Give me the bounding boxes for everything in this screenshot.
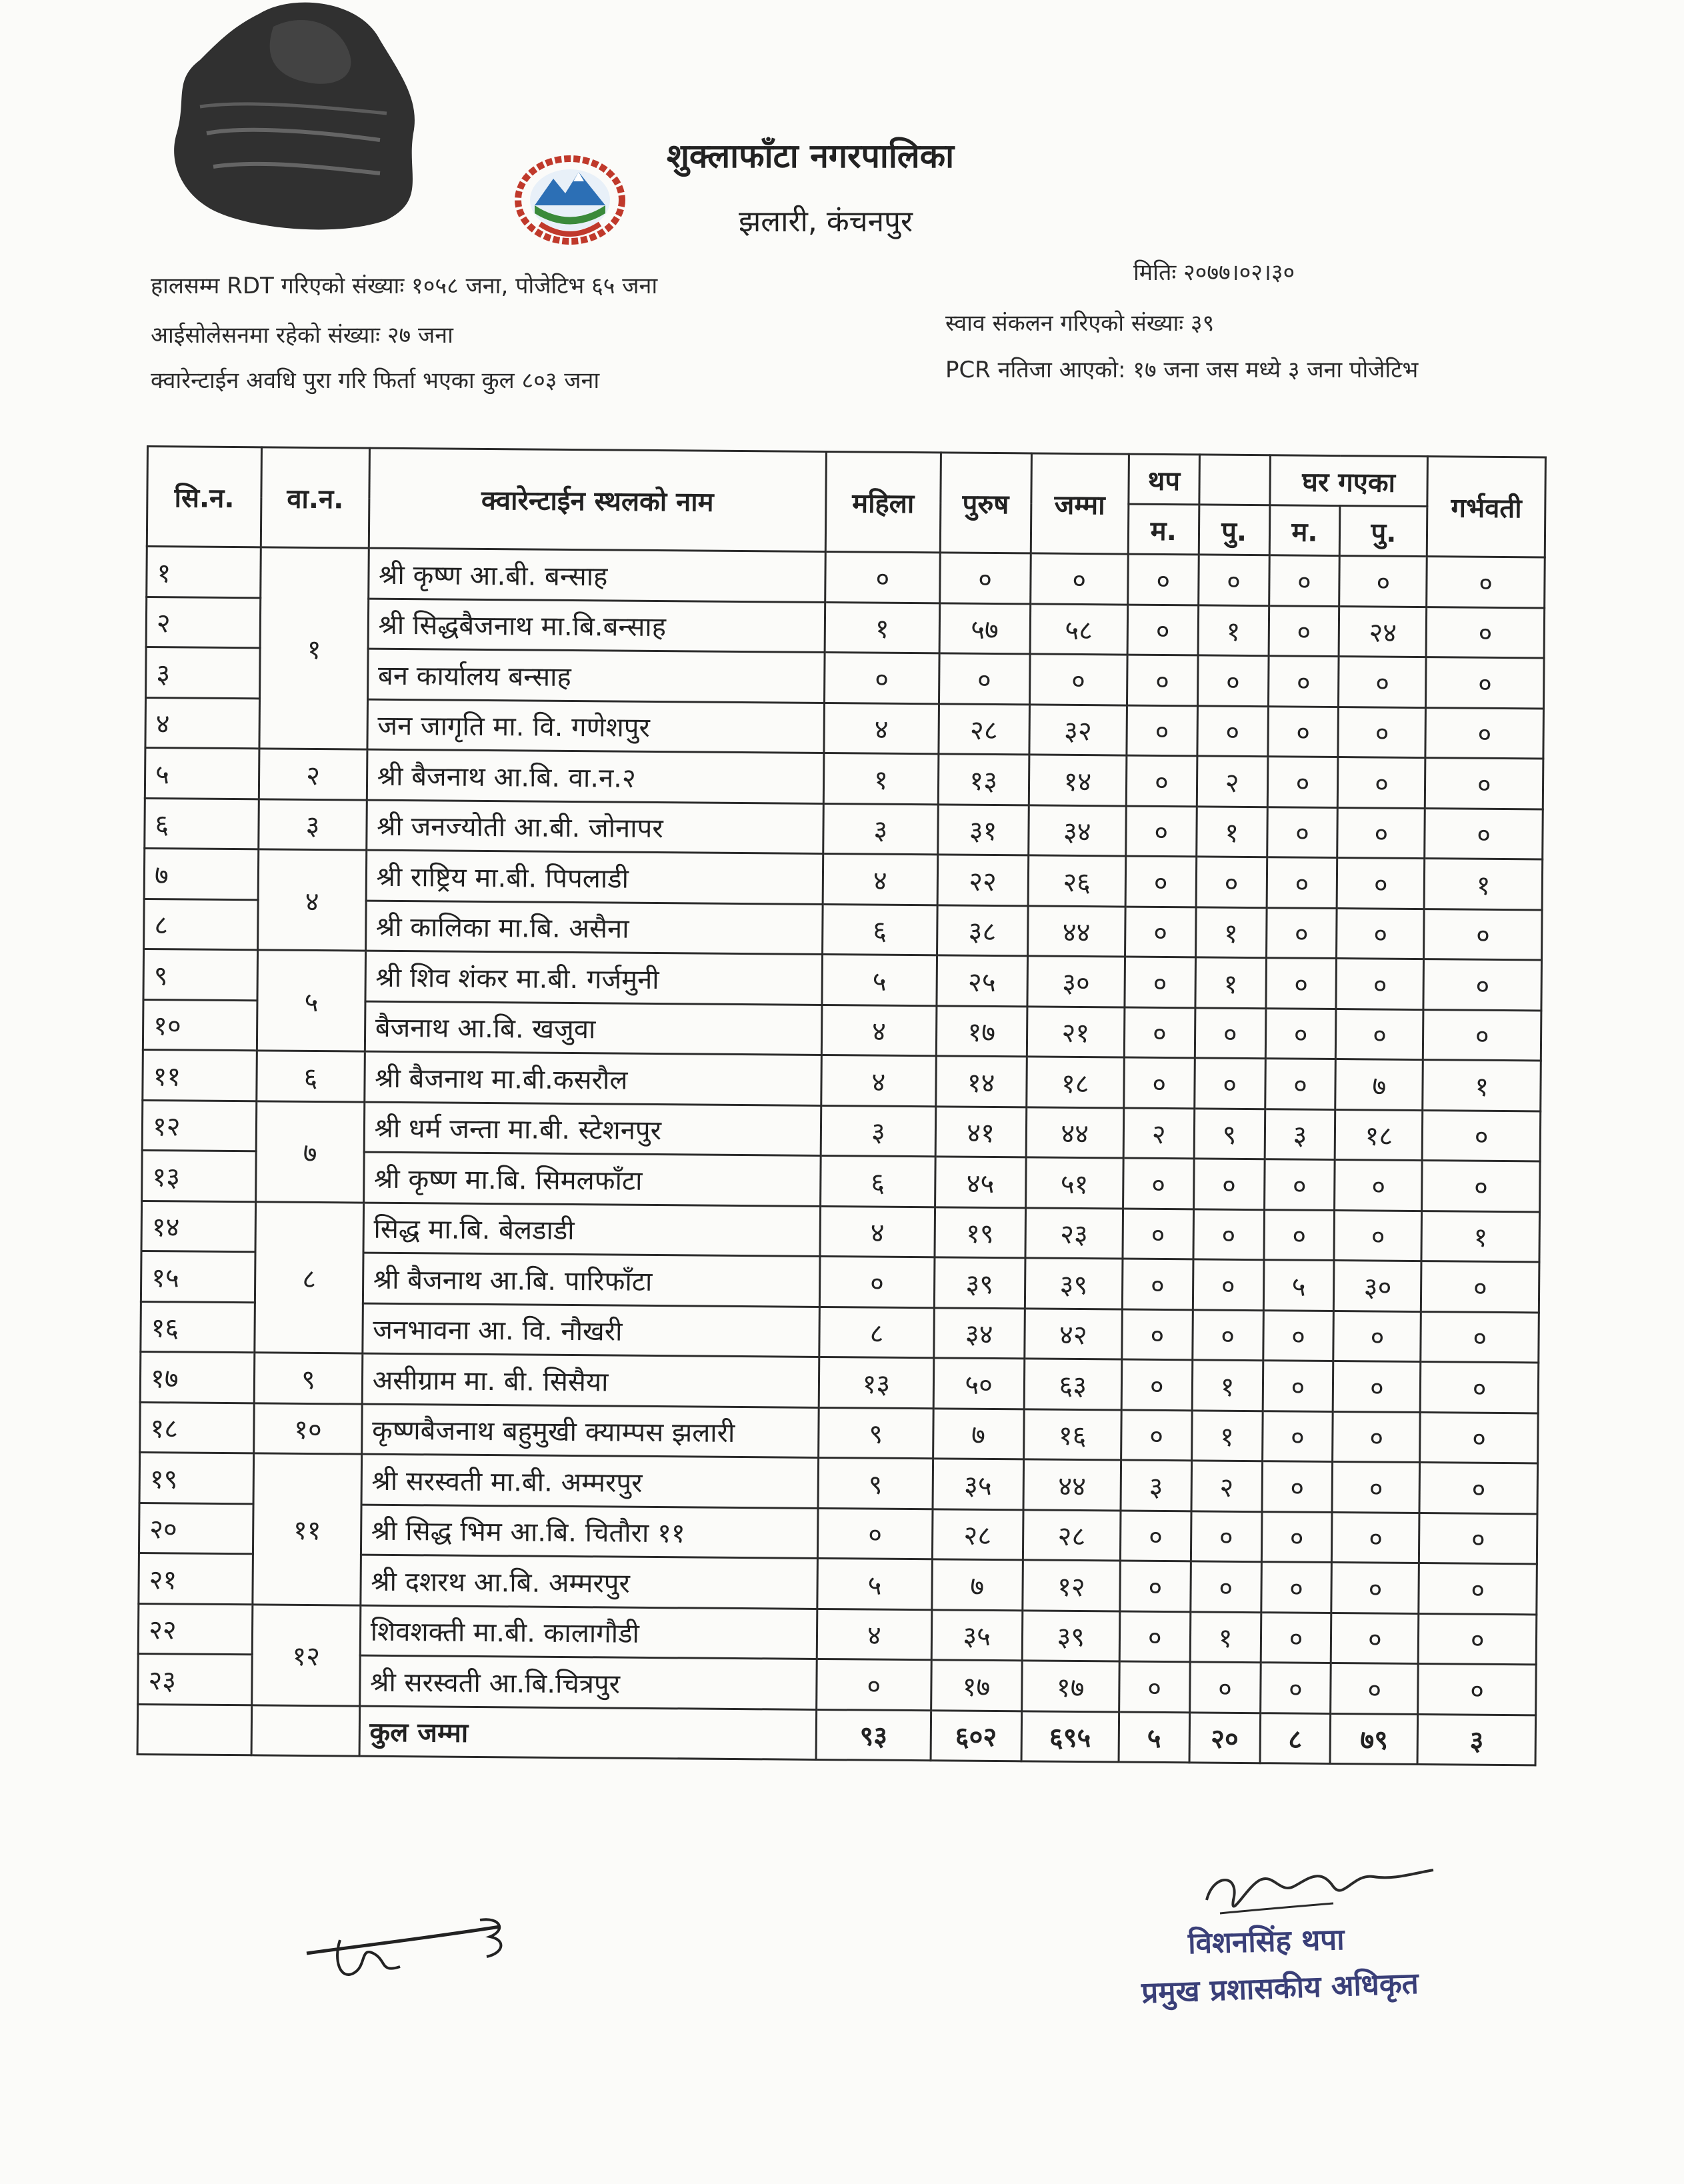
- isolation-count-text: आईसोलेसनमा रहेको संख्याः २७ जना: [151, 322, 453, 349]
- cell-t: २६: [1028, 855, 1126, 907]
- cell-xm: ०: [1197, 705, 1268, 756]
- cell-hf: ३: [1265, 1109, 1335, 1159]
- cell-xf: ०: [1124, 1007, 1195, 1058]
- cell-sn: १६: [141, 1301, 255, 1353]
- cell-xf: ०: [1121, 1359, 1192, 1410]
- cell-xm: ०: [1191, 1561, 1261, 1612]
- cell-name: श्री बैजनाथ आ.बि. वा.न.२: [367, 749, 824, 803]
- cell-xm: ०: [1193, 1209, 1264, 1259]
- cell-hf: ०: [1266, 907, 1337, 958]
- cell-hm: ०: [1335, 1160, 1423, 1211]
- cell-f: ९: [819, 1407, 933, 1459]
- cell-ward: २: [259, 749, 367, 800]
- cell-sn: १: [147, 547, 261, 598]
- cell-f: ४: [817, 1609, 931, 1660]
- cell-name: श्री शिव शंकर मा.बी. गर्जमुनी: [365, 951, 823, 1005]
- cell-xf: ०: [1122, 1309, 1193, 1360]
- cell-xf: ०: [1125, 856, 1196, 907]
- cell-sn: ६: [145, 798, 259, 849]
- cell-sn: ३: [146, 647, 261, 699]
- cell-hf: ०: [1261, 1612, 1331, 1663]
- cell-sn: २०: [139, 1503, 253, 1554]
- cell-hm: ०: [1332, 1512, 1420, 1563]
- cell-name: श्री कालिका मा.बि. असैना: [365, 901, 823, 955]
- cell-p: १: [1423, 1060, 1541, 1111]
- cell-f: ०: [817, 1659, 931, 1710]
- cell-p: ०: [1423, 1110, 1541, 1161]
- cell-hf: ०: [1260, 1663, 1331, 1713]
- cell-p: १: [1421, 1211, 1539, 1262]
- cell-p: ०: [1419, 1613, 1537, 1665]
- cell-sn: ७: [144, 848, 259, 899]
- cell-name: श्री जनज्योती आ.बी. जोनापर: [366, 800, 823, 854]
- cell-hf: ०: [1262, 1461, 1333, 1512]
- cell-hf: ०: [1265, 1059, 1335, 1109]
- cell-xm: १: [1195, 957, 1266, 1008]
- cell-xf: ०: [1127, 705, 1197, 756]
- cell-name: श्री कृष्ण आ.बी. बन्साह: [368, 548, 825, 602]
- cell-p: ०: [1425, 707, 1543, 759]
- cell-sn: २१: [139, 1553, 253, 1604]
- cell-xm: ०: [1196, 857, 1267, 907]
- cell-f: ४: [822, 1005, 937, 1056]
- cell-name: बन कार्यालय बन्साह: [367, 649, 825, 703]
- cell-hm: ०: [1338, 707, 1426, 758]
- cell-f: ८: [819, 1307, 934, 1358]
- cell-hm: ७: [1335, 1059, 1423, 1111]
- header-extra-male: पु.: [1199, 505, 1269, 555]
- cell-t: ३४: [1028, 805, 1126, 856]
- table-row: [142, 1100, 1541, 1161]
- cell-xf: ०: [1120, 1561, 1191, 1611]
- table-row: [141, 1201, 1540, 1262]
- cell-hm: ३०: [1334, 1261, 1422, 1312]
- cell-xm: ०: [1193, 1259, 1263, 1310]
- cell-hf: ०: [1265, 958, 1336, 1009]
- total-xm: २०: [1189, 1712, 1260, 1763]
- page-title: शुक्लाफाँटा नगरपालिका: [667, 137, 955, 175]
- cell-hm: १८: [1335, 1109, 1423, 1161]
- header-home-male: पु.: [1340, 506, 1428, 557]
- total-hm: ७९: [1330, 1713, 1418, 1765]
- cell-name: श्री बैजनाथ मा.बी.कसरौल: [364, 1051, 821, 1105]
- header-pregnant: गर्भवती: [1427, 457, 1546, 557]
- cell-hm: ०: [1334, 1210, 1422, 1261]
- cell-xm: १: [1196, 806, 1267, 857]
- cell-p: ०: [1427, 607, 1545, 658]
- cell-f: ०: [825, 652, 939, 703]
- cell-hm: ०: [1333, 1311, 1421, 1362]
- cell-t: ३९: [1022, 1610, 1120, 1661]
- cell-ward: १२: [252, 1604, 360, 1705]
- total-f: ९३: [816, 1709, 931, 1761]
- cell-p: ०: [1426, 657, 1544, 709]
- cell-p: ०: [1421, 1311, 1539, 1363]
- cell-f: ६: [821, 1155, 935, 1207]
- cell-blank: [137, 1704, 252, 1755]
- cell-m: ३५: [933, 1459, 1024, 1510]
- cell-xf: ०: [1124, 1057, 1195, 1108]
- cell-m: १७: [936, 1005, 1027, 1057]
- cell-xm: ०: [1192, 1309, 1263, 1360]
- cell-sn: ८: [144, 899, 259, 950]
- pcr-result-text: PCR नतिजा आएको: १७ जना जस मध्ये ३ जना पोजेटिभ: [945, 357, 1419, 383]
- office-stamp: [160, 0, 440, 230]
- cell-sn: २२: [138, 1603, 253, 1655]
- cell-name: शिवशक्ती मा.बी. कालागौडी: [360, 1605, 817, 1659]
- total-hf: ८: [1260, 1713, 1331, 1763]
- cell-sn: २: [146, 597, 261, 648]
- cell-m: ४५: [935, 1157, 1026, 1208]
- cell-t: १६: [1023, 1409, 1121, 1460]
- cell-hm: ०: [1331, 1613, 1419, 1664]
- cell-m: ५०: [933, 1358, 1025, 1409]
- cell-p: ०: [1419, 1513, 1537, 1564]
- cell-name: श्री सिद्धबैजनाथ मा.बि.बन्साह: [368, 599, 825, 653]
- header-ward: वा.न.: [261, 447, 369, 548]
- cell-hm: ०: [1337, 858, 1425, 909]
- cell-p: ०: [1425, 758, 1543, 809]
- cell-hf: ०: [1261, 1511, 1332, 1562]
- cell-hf: ०: [1269, 555, 1339, 606]
- cell-hf: ०: [1261, 1562, 1331, 1613]
- cell-ward: १: [259, 547, 369, 749]
- cell-hf: ०: [1267, 857, 1337, 908]
- cell-sn: ५: [145, 747, 259, 799]
- cell-name: सिद्ध मा.बि. बेलडाडी: [363, 1203, 821, 1257]
- cell-xm: ०: [1191, 1511, 1261, 1561]
- table-body: [137, 547, 1545, 1765]
- cell-m: २५: [937, 955, 1028, 1007]
- cell-hf: ०: [1264, 1209, 1335, 1260]
- cell-m: १७: [931, 1660, 1022, 1711]
- cell-m: ५७: [939, 603, 1031, 654]
- cell-name: श्री सरस्वती मा.बी. अम्मरपुर: [361, 1454, 819, 1508]
- cell-f: १३: [819, 1357, 933, 1408]
- cell-blank: [251, 1705, 359, 1756]
- cell-p: ०: [1424, 909, 1542, 960]
- table-row: [144, 848, 1543, 909]
- header-home-female: म.: [1269, 505, 1340, 556]
- cell-xm: १: [1190, 1611, 1261, 1662]
- cell-f: ०: [818, 1508, 933, 1559]
- header-went-home: घर गएका: [1269, 455, 1427, 507]
- total-t: ६९५: [1021, 1711, 1119, 1762]
- cell-p: ०: [1422, 1161, 1540, 1212]
- cell-m: ०: [939, 653, 1030, 705]
- cell-m: ३१: [937, 804, 1029, 855]
- cell-xf: ०: [1120, 1511, 1191, 1561]
- cell-xm: ०: [1197, 655, 1268, 706]
- cell-t: १८: [1026, 1057, 1124, 1108]
- header-extra-blank: [1199, 455, 1270, 505]
- cell-m: ३९: [934, 1257, 1025, 1309]
- header-extra-female: म.: [1128, 504, 1199, 555]
- cell-t: ५८: [1030, 603, 1128, 655]
- government-emblem-icon: [513, 152, 627, 245]
- cell-hf: ०: [1263, 1361, 1333, 1411]
- cell-f: ४: [820, 1206, 935, 1257]
- cell-f: ४: [821, 1055, 936, 1106]
- cell-hf: ०: [1262, 1411, 1333, 1461]
- cell-xf: ०: [1126, 806, 1197, 857]
- cell-hm: ०: [1336, 959, 1424, 1010]
- cell-xm: १: [1195, 907, 1266, 957]
- cell-ward: ४: [258, 849, 366, 951]
- cell-p: ०: [1425, 808, 1543, 859]
- cell-sn: १०: [143, 999, 257, 1051]
- cell-name: असीग्राम मा. बी. सिसैया: [362, 1353, 819, 1407]
- officer-name: विशनसिंह थपा: [1187, 1922, 1345, 1961]
- cell-m: ३४: [933, 1307, 1025, 1359]
- cell-xm: ०: [1193, 1159, 1264, 1209]
- cell-t: २३: [1025, 1207, 1123, 1259]
- cell-xf: ०: [1122, 1259, 1193, 1309]
- cell-m: १४: [935, 1056, 1027, 1107]
- cell-xf: ०: [1125, 907, 1195, 957]
- date-label: मितिः २०७७।०२।३०: [1133, 259, 1295, 286]
- cell-f: १: [824, 753, 939, 804]
- cell-t: ३९: [1025, 1258, 1123, 1309]
- cell-ward: ३: [259, 799, 367, 850]
- cell-xf: ३: [1121, 1460, 1191, 1511]
- cell-p: ०: [1421, 1261, 1539, 1313]
- cell-f: ४: [824, 703, 939, 754]
- cell-xf: ०: [1128, 554, 1199, 605]
- cell-f: ३: [821, 1105, 935, 1157]
- rdt-count-text: हालसम्म RDT गरिएको संख्याः १०५८ जना, पोजेटिभ ६५ जना: [151, 273, 658, 299]
- cell-f: ३: [823, 803, 938, 855]
- cell-name: श्री सिद्ध भिम आ.बि. चितौरा ११: [361, 1505, 818, 1559]
- cell-sn: १७: [140, 1351, 255, 1403]
- cell-t: २१: [1027, 1006, 1125, 1057]
- initial-signature: [300, 1907, 527, 1993]
- cell-sn: ४: [145, 697, 260, 749]
- cell-t: २८: [1023, 1509, 1121, 1561]
- cell-ward: १०: [254, 1403, 362, 1454]
- cell-f: ९: [818, 1457, 933, 1509]
- cell-sn: १८: [140, 1402, 255, 1453]
- cell-p: ०: [1419, 1463, 1537, 1514]
- cell-p: ०: [1421, 1362, 1539, 1413]
- cell-xm: ०: [1189, 1662, 1260, 1713]
- cell-hm: ०: [1331, 1563, 1419, 1614]
- cell-p: ०: [1419, 1563, 1537, 1615]
- cell-t: ५१: [1025, 1157, 1123, 1209]
- cell-ward: ११: [253, 1453, 361, 1605]
- total-row: [137, 1704, 1536, 1765]
- cell-name: श्री राष्ट्रिय मा.बी. पिपलाडी: [366, 850, 823, 904]
- cell-hf: ०: [1263, 1310, 1333, 1361]
- header-name: क्वारेन्टाईन स्थलको नाम: [369, 448, 827, 551]
- cell-hm: ०: [1333, 1411, 1421, 1463]
- table-row: [143, 949, 1542, 1010]
- cell-hm: २४: [1339, 606, 1427, 657]
- cell-f: ५: [817, 1558, 932, 1609]
- cell-xf: ०: [1119, 1611, 1190, 1662]
- cell-m: ७: [933, 1408, 1024, 1459]
- cell-sn: १२: [142, 1100, 257, 1151]
- cell-hf: ०: [1267, 706, 1338, 757]
- cell-ward: ७: [256, 1101, 364, 1202]
- cell-hm: ०: [1331, 1663, 1419, 1715]
- cell-t: १७: [1021, 1661, 1119, 1712]
- cell-ward: ९: [255, 1353, 363, 1404]
- swab-count-text: स्वाव संकलन गरिएको संख्याः ३९: [945, 310, 1215, 337]
- cell-xf: ०: [1121, 1410, 1191, 1461]
- cell-m: १३: [938, 754, 1029, 805]
- cell-sn: ९: [143, 949, 258, 1000]
- page-subtitle: झलारी, कंचनपुर: [739, 205, 913, 239]
- cell-hf: ०: [1267, 807, 1337, 857]
- cell-p: ०: [1423, 1009, 1541, 1061]
- cell-p: ०: [1427, 557, 1545, 608]
- cell-t: ४४: [1027, 905, 1125, 957]
- cell-p: ०: [1420, 1412, 1538, 1463]
- cell-hm: ०: [1336, 1009, 1424, 1060]
- cell-ward: ५: [257, 950, 365, 1051]
- cell-hm: ०: [1333, 1361, 1421, 1413]
- total-xf: ५: [1119, 1712, 1189, 1763]
- cell-name: श्री सरस्वती आ.बि.चित्रपुर: [359, 1655, 817, 1709]
- cell-hf: ०: [1269, 605, 1339, 656]
- cell-name: श्री कृष्ण मा.बि. सिमलफाँटा: [363, 1152, 821, 1206]
- cell-name: जनभावना आ. वि. नौखरी: [362, 1303, 819, 1357]
- cell-sn: १९: [139, 1452, 254, 1503]
- header-extra: थप: [1129, 454, 1199, 505]
- cell-xm: ०: [1195, 1007, 1265, 1058]
- cell-xm: २: [1191, 1461, 1262, 1511]
- cell-sn: २३: [138, 1653, 253, 1705]
- cell-xf: ०: [1123, 1209, 1193, 1259]
- total-p: ३: [1417, 1714, 1535, 1765]
- cell-m: १९: [935, 1207, 1026, 1258]
- cell-t: ०: [1030, 553, 1128, 605]
- cell-hf: ०: [1268, 656, 1339, 707]
- cell-name: श्री धर्म जन्ता मा.बी. स्टेशनपुर: [364, 1102, 821, 1156]
- cell-xf: ०: [1127, 605, 1198, 655]
- cell-hf: ०: [1265, 1008, 1336, 1059]
- cell-m: ७: [931, 1559, 1023, 1611]
- cell-m: ४१: [935, 1106, 1027, 1157]
- cell-t: १२: [1023, 1560, 1121, 1611]
- cell-xf: ०: [1119, 1661, 1189, 1712]
- cell-hf: ०: [1267, 757, 1338, 807]
- cell-xm: १: [1192, 1360, 1263, 1411]
- quarantine-returned-text: क्वारेन्टाईन अवधि पुरा गरि फिर्ता भएका कुल ८०३ जना: [151, 367, 600, 394]
- officer-title: प्रमुख प्रशासकीय अधिकृत: [1141, 1966, 1419, 2011]
- cell-hf: ५: [1263, 1260, 1334, 1311]
- cell-xm: ०: [1194, 1058, 1265, 1109]
- cell-xm: १: [1191, 1410, 1262, 1461]
- cell-m: ३८: [937, 905, 1028, 956]
- cell-sn: १५: [141, 1251, 255, 1302]
- cell-sn: १४: [141, 1201, 256, 1252]
- cell-xf: ०: [1125, 957, 1195, 1007]
- cell-hm: ०: [1338, 757, 1426, 809]
- cell-name: कृष्णबैजनाथ बहुमुखी क्याम्पस झलारी: [361, 1404, 819, 1458]
- cell-xf: ०: [1127, 655, 1197, 705]
- header-male: पुरुष: [940, 453, 1031, 553]
- cell-t: ३०: [1027, 956, 1125, 1007]
- cell-f: ०: [820, 1256, 935, 1307]
- header-sn: सि.न.: [147, 447, 262, 547]
- cell-hm: ०: [1337, 807, 1425, 859]
- cell-p: ०: [1418, 1664, 1536, 1715]
- header-female: महिला: [825, 452, 941, 553]
- cell-xf: २: [1123, 1108, 1194, 1159]
- cell-xm: ९: [1194, 1108, 1265, 1159]
- cell-m: ०: [939, 553, 1031, 604]
- cell-xm: १: [1198, 605, 1269, 655]
- cell-m: ३५: [931, 1609, 1023, 1661]
- cell-p: ०: [1423, 959, 1541, 1011]
- cell-hm: ०: [1339, 556, 1427, 607]
- table-row: [138, 1603, 1537, 1665]
- header-total: जम्मा: [1031, 453, 1129, 554]
- cell-ward: ८: [255, 1201, 363, 1353]
- cell-f: ४: [823, 853, 937, 905]
- cell-xf: ०: [1126, 755, 1197, 806]
- table-row: [147, 547, 1545, 608]
- total-m: ६०२: [931, 1710, 1022, 1761]
- cell-hm: ०: [1337, 908, 1425, 959]
- quarantine-table: [137, 445, 1547, 1766]
- cell-t: ४२: [1024, 1308, 1122, 1359]
- cell-t: १४: [1029, 755, 1127, 806]
- cell-hf: ०: [1264, 1159, 1335, 1210]
- cell-name: श्री दशरथ आ.बि. अम्मरपुर: [361, 1555, 818, 1609]
- cell-f: ६: [823, 904, 937, 955]
- cell-name: जन जागृति मा. वि. गणेशपुर: [367, 699, 825, 753]
- cell-hm: ०: [1339, 657, 1427, 708]
- cell-m: २८: [932, 1509, 1023, 1560]
- cell-t: ३२: [1029, 704, 1127, 755]
- cell-t: ४४: [1026, 1107, 1124, 1158]
- cell-sn: १३: [142, 1150, 257, 1201]
- cell-xm: २: [1197, 756, 1267, 807]
- cell-m: २८: [938, 703, 1029, 755]
- table-row: [139, 1452, 1538, 1513]
- cell-p: १: [1425, 859, 1543, 910]
- cell-f: ०: [825, 552, 940, 603]
- cell-xf: ०: [1123, 1158, 1193, 1209]
- cell-hm: ०: [1332, 1462, 1420, 1513]
- cell-ward: ६: [257, 1051, 365, 1102]
- cell-m: २२: [937, 855, 1029, 906]
- cell-sn: ११: [143, 1049, 257, 1101]
- cell-t: ०: [1029, 654, 1127, 705]
- total-label: कुल जम्मा: [359, 1706, 817, 1760]
- cell-t: ४४: [1023, 1459, 1121, 1511]
- cell-t: ६३: [1024, 1359, 1122, 1410]
- cell-xm: ०: [1198, 555, 1269, 605]
- cell-name: बैजनाथ आ.बि. खजुवा: [365, 1001, 822, 1055]
- cell-f: ५: [822, 954, 937, 1005]
- cell-name: श्री बैजनाथ आ.बि. पारिफाँटा: [363, 1253, 820, 1307]
- cell-f: १: [825, 602, 939, 653]
